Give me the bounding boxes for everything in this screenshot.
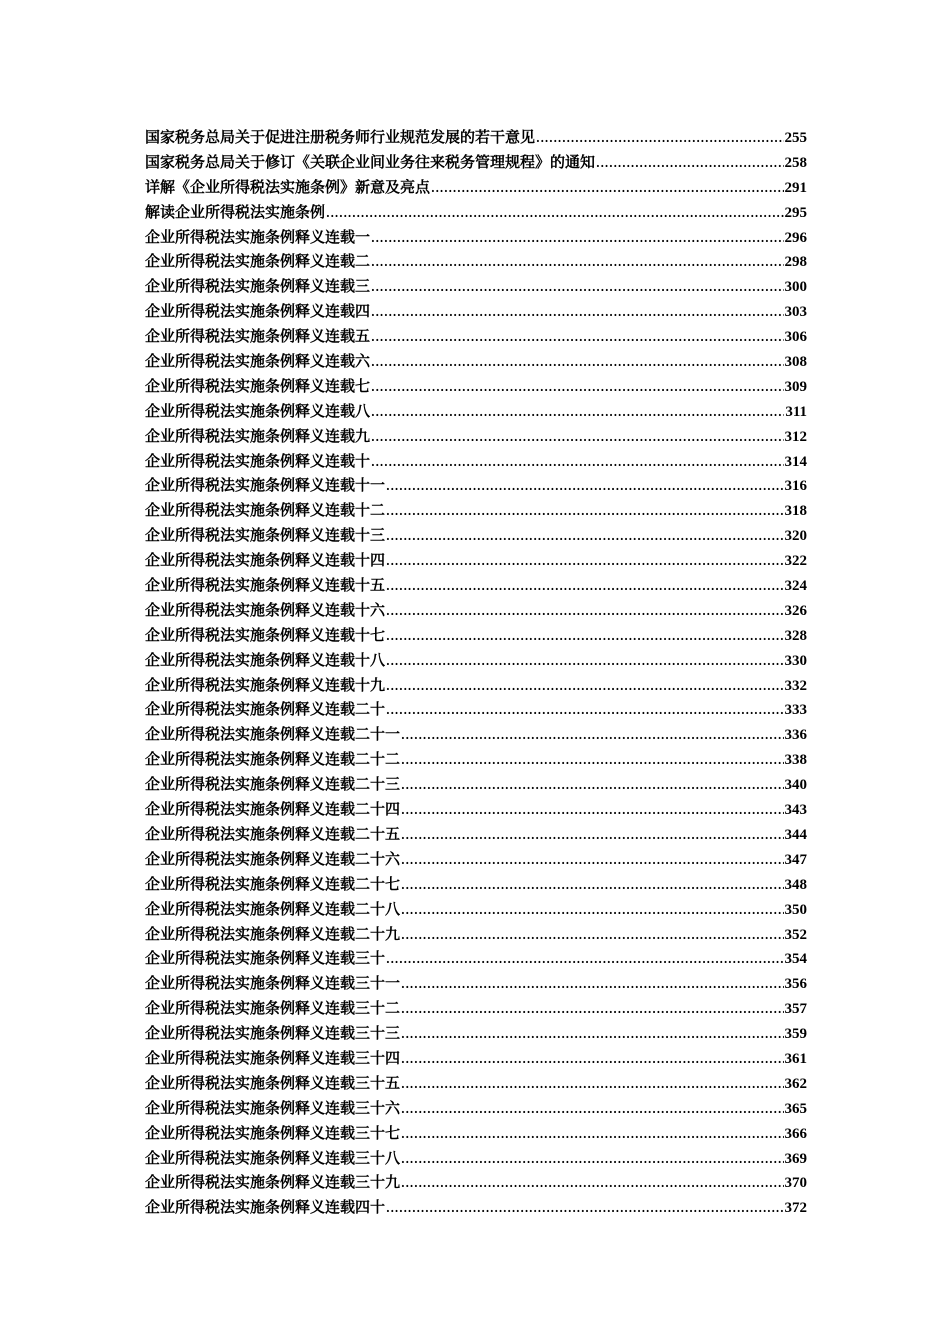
toc-entry-title: 企业所得税法实施条例释义连载十三 xyxy=(145,526,386,545)
toc-entry-page: 354 xyxy=(784,951,807,968)
toc-entry-title: 企业所得税法实施条例释义连载二 xyxy=(145,252,371,271)
toc-entry-title: 企业所得税法实施条例释义连载三十三 xyxy=(145,1024,401,1043)
toc-dot-leader xyxy=(386,500,783,525)
toc-entry-page: 333 xyxy=(784,702,807,719)
toc-entry-page: 361 xyxy=(784,1050,807,1067)
toc-entry-page: 352 xyxy=(784,926,807,943)
toc-entry-page: 258 xyxy=(784,154,807,171)
toc-entry[interactable] xyxy=(145,349,807,374)
toc-entry-page: 326 xyxy=(784,602,807,619)
toc-entry-page: 296 xyxy=(784,229,807,246)
toc-entry-title: 企业所得税法实施条例释义连载十四 xyxy=(145,551,386,570)
toc-dot-leader xyxy=(371,251,783,276)
toc-entry[interactable] xyxy=(145,697,807,722)
toc-entry-title: 企业所得税法实施条例释义连载十 xyxy=(145,451,371,470)
toc-entry[interactable] xyxy=(145,897,807,922)
toc-entry-title: 企业所得税法实施条例释义连载七 xyxy=(145,376,371,395)
toc-entry[interactable] xyxy=(145,797,807,822)
toc-entry-page: 370 xyxy=(784,1175,807,1192)
toc-entry[interactable] xyxy=(145,1046,807,1071)
toc-entry[interactable] xyxy=(145,150,807,175)
toc-entry-title: 企业所得税法实施条例释义连载二十一 xyxy=(145,725,401,744)
toc-entry-title: 企业所得税法实施条例释义连载六 xyxy=(145,352,371,371)
toc-entry-title: 企业所得税法实施条例释义连载三十一 xyxy=(145,974,401,993)
toc-entry-title: 企业所得税法实施条例释义连载二十七 xyxy=(145,874,401,893)
toc-dot-leader xyxy=(386,948,783,973)
toc-dot-leader xyxy=(401,849,783,874)
toc-dot-leader xyxy=(386,550,783,575)
toc-entry[interactable] xyxy=(145,573,807,598)
toc-entry-page: 350 xyxy=(784,901,807,918)
toc-entry-title: 企业所得税法实施条例释义连载十八 xyxy=(145,650,386,669)
toc-entry[interactable] xyxy=(145,374,807,399)
toc-entry[interactable] xyxy=(145,598,807,623)
toc-entry[interactable] xyxy=(145,324,807,349)
toc-entry-title: 企业所得税法实施条例释义连载十五 xyxy=(145,576,386,595)
toc-dot-leader xyxy=(401,1148,783,1173)
toc-dot-leader xyxy=(401,774,783,799)
toc-entry[interactable] xyxy=(145,1096,807,1121)
toc-entry-page: 357 xyxy=(784,1001,807,1018)
toc-entry-page: 365 xyxy=(784,1100,807,1117)
toc-dot-leader xyxy=(401,1098,783,1123)
toc-entry-title: 企业所得税法实施条例释义连载四 xyxy=(145,302,371,321)
toc-dot-leader xyxy=(401,824,783,849)
toc-entry[interactable] xyxy=(145,225,807,250)
toc-entry-page: 338 xyxy=(784,752,807,769)
toc-dot-leader xyxy=(371,451,783,476)
toc-entry[interactable] xyxy=(145,498,807,523)
toc-dot-leader xyxy=(371,351,783,376)
toc-entry[interactable] xyxy=(145,872,807,897)
toc-entry-title: 企业所得税法实施条例释义连载三十九 xyxy=(145,1173,401,1192)
toc-entry-title: 企业所得税法实施条例释义连载三十四 xyxy=(145,1048,401,1067)
toc-dot-leader xyxy=(371,426,783,451)
toc-entry[interactable] xyxy=(145,175,807,200)
toc-dot-leader xyxy=(386,650,783,675)
toc-entry-page: 318 xyxy=(784,503,807,520)
toc-dot-leader xyxy=(401,749,783,774)
toc-dot-leader xyxy=(371,301,783,326)
toc-entry-page: 328 xyxy=(784,627,807,644)
toc-entry-page: 359 xyxy=(784,1026,807,1043)
toc-entry[interactable] xyxy=(145,971,807,996)
table-of-contents xyxy=(145,125,807,1220)
toc-entry[interactable] xyxy=(145,623,807,648)
toc-dot-leader xyxy=(386,600,783,625)
toc-entry[interactable] xyxy=(145,772,807,797)
toc-entry-title: 企业所得税法实施条例释义连载二十五 xyxy=(145,824,401,843)
toc-entry[interactable] xyxy=(145,722,807,747)
toc-dot-leader xyxy=(371,401,784,426)
toc-entry-page: 330 xyxy=(784,652,807,669)
toc-entry[interactable] xyxy=(145,648,807,673)
toc-dot-leader xyxy=(401,998,783,1023)
toc-entry-page: 298 xyxy=(784,254,807,271)
toc-entry[interactable] xyxy=(145,1146,807,1171)
toc-entry-page: 340 xyxy=(784,777,807,794)
toc-dot-leader xyxy=(401,1172,783,1197)
toc-entry-page: 362 xyxy=(784,1075,807,1092)
toc-entry-page: 303 xyxy=(784,304,807,321)
toc-entry-page: 316 xyxy=(784,478,807,495)
toc-entry-title: 企业所得税法实施条例释义连载十二 xyxy=(145,501,386,520)
toc-entry[interactable] xyxy=(145,1121,807,1146)
toc-dot-leader xyxy=(386,1197,783,1222)
toc-dot-leader xyxy=(401,799,783,824)
toc-dot-leader xyxy=(401,1048,783,1073)
toc-entry[interactable] xyxy=(145,548,807,573)
toc-dot-leader xyxy=(386,699,783,724)
toc-entry[interactable] xyxy=(145,946,807,971)
toc-entry[interactable] xyxy=(145,424,807,449)
toc-entry-page: 309 xyxy=(784,378,807,395)
toc-entry-title: 企业所得税法实施条例释义连载三十五 xyxy=(145,1073,401,1092)
toc-dot-leader xyxy=(326,202,783,227)
toc-dot-leader xyxy=(371,376,783,401)
toc-entry-page: 312 xyxy=(784,428,807,445)
toc-entry[interactable] xyxy=(145,1071,807,1096)
toc-entry-title: 国家税务总局关于修订《关联企业间业务往来税务管理规程》的通知 xyxy=(145,152,596,171)
toc-entry-title: 企业所得税法实施条例释义连载九 xyxy=(145,426,371,445)
toc-entry[interactable] xyxy=(145,822,807,847)
toc-dot-leader xyxy=(401,973,783,998)
toc-entry-page: 314 xyxy=(784,453,807,470)
toc-entry-title: 企业所得税法实施条例释义连载三十 xyxy=(145,949,386,968)
toc-entry[interactable] xyxy=(145,274,807,299)
toc-entry[interactable] xyxy=(145,1195,807,1220)
toc-dot-leader xyxy=(386,675,783,700)
toc-entry[interactable] xyxy=(145,399,807,424)
toc-dot-leader xyxy=(401,1123,783,1148)
toc-dot-leader xyxy=(596,152,783,177)
toc-dot-leader xyxy=(401,874,783,899)
toc-entry-page: 306 xyxy=(784,329,807,346)
toc-entry-title: 企业所得税法实施条例释义连载五 xyxy=(145,327,371,346)
toc-entry-title: 企业所得税法实施条例释义连载十七 xyxy=(145,625,386,644)
toc-entry-title: 企业所得税法实施条例释义连载十六 xyxy=(145,600,386,619)
toc-entry[interactable] xyxy=(145,523,807,548)
toc-entry[interactable] xyxy=(145,673,807,698)
toc-entry-page: 369 xyxy=(784,1150,807,1167)
toc-entry-title: 企业所得税法实施条例释义连载三十六 xyxy=(145,1098,401,1117)
toc-dot-leader xyxy=(401,1073,783,1098)
toc-entry-title: 企业所得税法实施条例释义连载四十 xyxy=(145,1198,386,1217)
toc-entry[interactable] xyxy=(145,125,807,150)
toc-dot-leader xyxy=(371,326,783,351)
toc-entry-page: 311 xyxy=(785,403,807,420)
toc-entry-page: 344 xyxy=(784,826,807,843)
toc-dot-leader xyxy=(401,899,783,924)
toc-entry-title: 企业所得税法实施条例释义连载三十八 xyxy=(145,1148,401,1167)
toc-entry-page: 356 xyxy=(784,976,807,993)
toc-entry[interactable] xyxy=(145,473,807,498)
toc-dot-leader xyxy=(401,924,783,949)
toc-entry[interactable] xyxy=(145,1021,807,1046)
toc-entry-title: 企业所得税法实施条例释义连载十九 xyxy=(145,675,386,694)
toc-dot-leader xyxy=(401,724,783,749)
toc-entry-title: 企业所得税法实施条例释义连载三 xyxy=(145,277,371,296)
toc-entry-page: 343 xyxy=(784,802,807,819)
toc-entry-page: 322 xyxy=(784,553,807,570)
toc-entry-title: 企业所得税法实施条例释义连载二十 xyxy=(145,700,386,719)
toc-entry[interactable] xyxy=(145,299,807,324)
toc-entry-title: 企业所得税法实施条例释义连载一 xyxy=(145,227,371,246)
toc-entry-page: 291 xyxy=(784,179,807,196)
toc-entry[interactable] xyxy=(145,996,807,1021)
toc-dot-leader xyxy=(431,177,783,202)
toc-entry-page: 347 xyxy=(784,851,807,868)
toc-entry-title: 企业所得税法实施条例释义连载三十七 xyxy=(145,1123,401,1142)
toc-dot-leader xyxy=(401,1023,783,1048)
toc-entry-title: 企业所得税法实施条例释义连载二十二 xyxy=(145,750,401,769)
toc-entry-page: 332 xyxy=(784,677,807,694)
toc-entry-page: 308 xyxy=(784,354,807,371)
toc-entry-title: 企业所得税法实施条例释义连载二十六 xyxy=(145,849,401,868)
toc-dot-leader xyxy=(536,127,783,152)
toc-entry[interactable] xyxy=(145,847,807,872)
toc-dot-leader xyxy=(386,625,783,650)
toc-entry-page: 372 xyxy=(784,1200,807,1217)
toc-dot-leader xyxy=(386,525,783,550)
toc-entry-page: 366 xyxy=(784,1125,807,1142)
toc-entry-title: 企业所得税法实施条例释义连载十一 xyxy=(145,476,386,495)
toc-dot-leader xyxy=(371,276,783,301)
toc-entry-title: 详解《企业所得税法实施条例》新意及亮点 xyxy=(145,177,431,196)
toc-entry-title: 企业所得税法实施条例释义连载二十九 xyxy=(145,924,401,943)
toc-entry[interactable] xyxy=(145,200,807,225)
toc-entry-page: 348 xyxy=(784,876,807,893)
toc-entry-title: 企业所得税法实施条例释义连载八 xyxy=(145,401,371,420)
toc-entry-title: 企业所得税法实施条例释义连载二十三 xyxy=(145,775,401,794)
toc-entry[interactable] xyxy=(145,1170,807,1195)
toc-entry[interactable] xyxy=(145,449,807,474)
toc-entry-title: 国家税务总局关于促进注册税务师行业规范发展的若干意见 xyxy=(145,128,536,146)
toc-entry-title: 企业所得税法实施条例释义连载二十八 xyxy=(145,899,401,918)
toc-entry[interactable] xyxy=(145,249,807,274)
toc-entry[interactable] xyxy=(145,922,807,947)
toc-entry-title: 解读企业所得税法实施条例 xyxy=(145,202,326,221)
toc-entry-page: 300 xyxy=(784,279,807,296)
toc-entry[interactable] xyxy=(145,747,807,772)
toc-entry-page: 255 xyxy=(784,130,807,146)
toc-entry-page: 320 xyxy=(784,528,807,545)
toc-entry-page: 324 xyxy=(784,578,807,595)
toc-entry-page: 336 xyxy=(784,727,807,744)
toc-entry-page: 295 xyxy=(784,204,807,221)
toc-entry-title: 企业所得税法实施条例释义连载二十四 xyxy=(145,800,401,819)
toc-entry-title: 企业所得税法实施条例释义连载三十二 xyxy=(145,999,401,1018)
toc-dot-leader xyxy=(386,475,783,500)
toc-dot-leader xyxy=(371,227,783,252)
toc-dot-leader xyxy=(386,575,783,600)
